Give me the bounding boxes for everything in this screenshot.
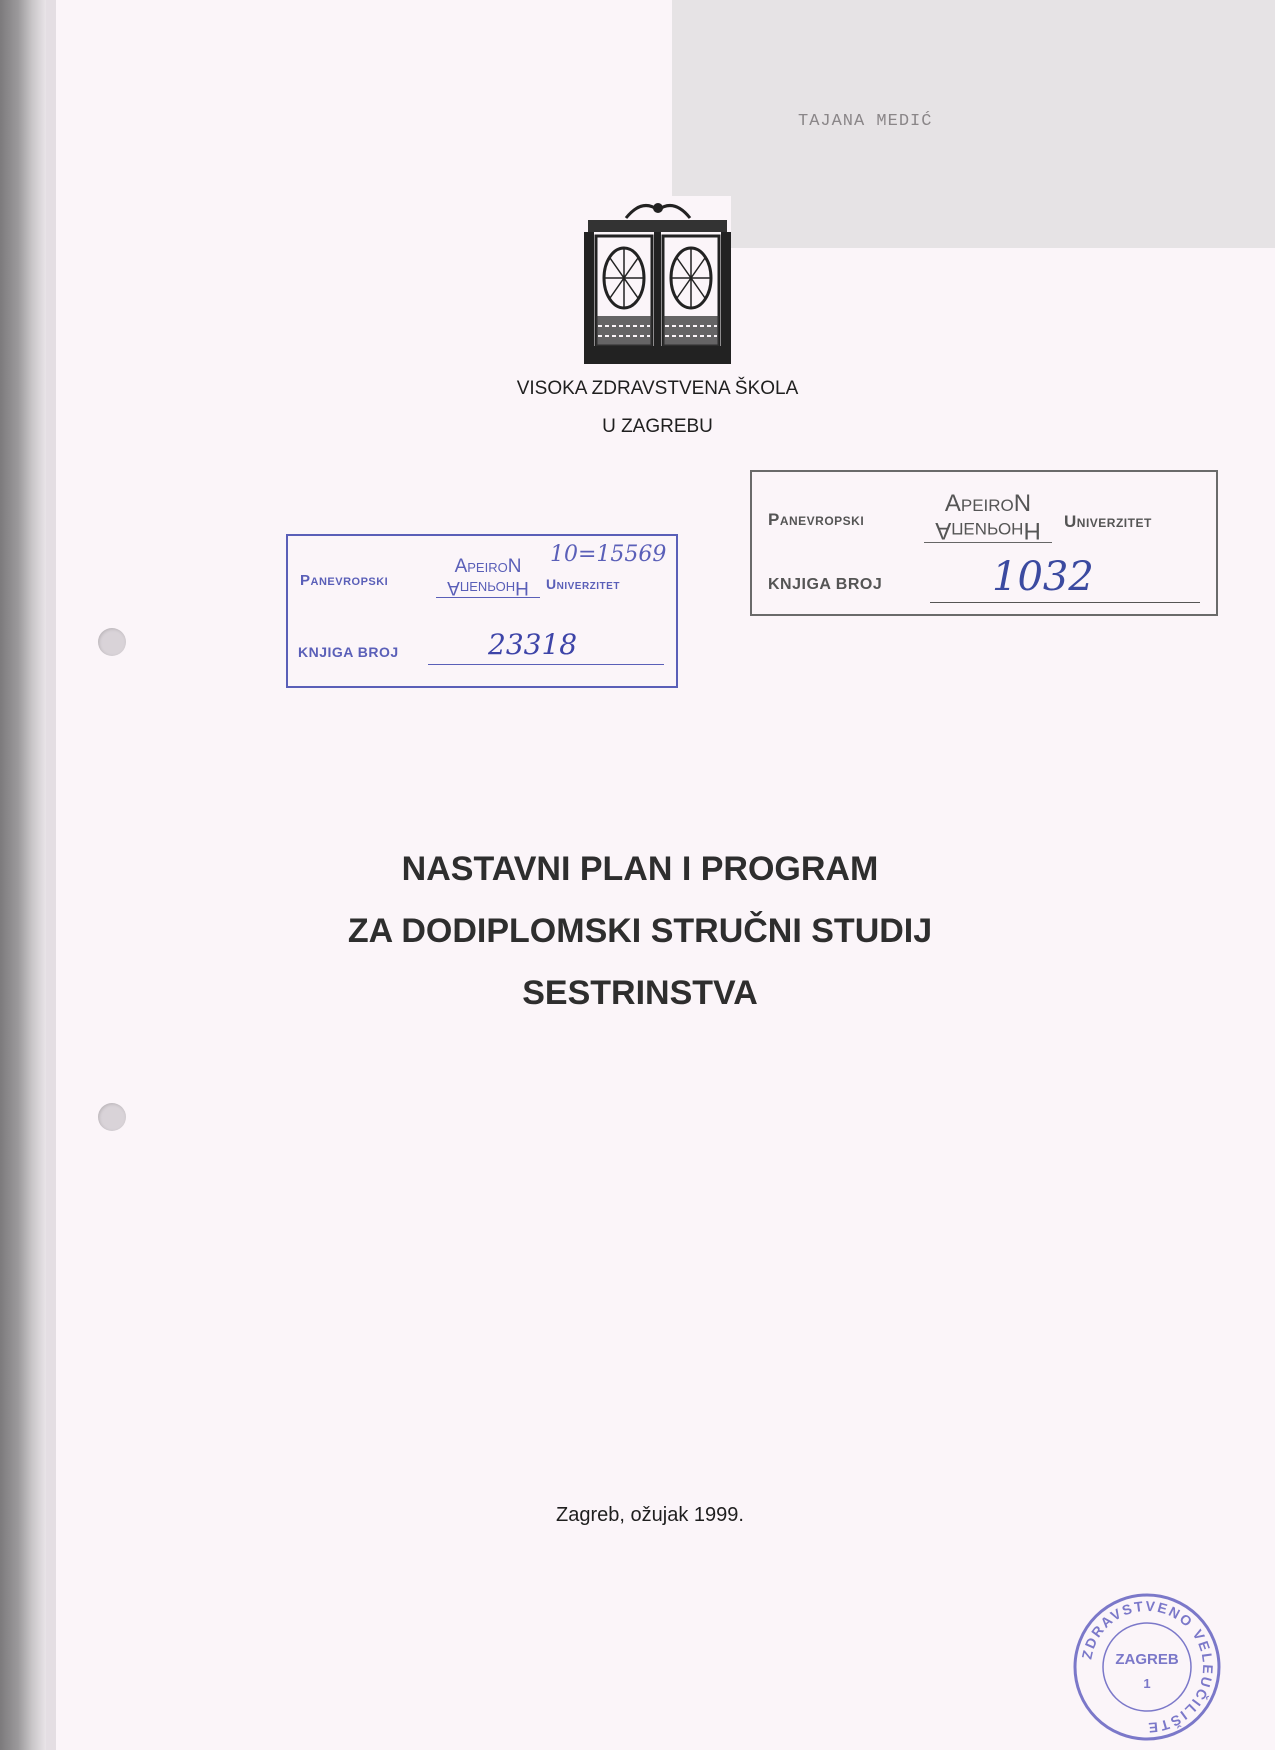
gate-logo-icon [584, 196, 731, 364]
doc-title-line3: SESTRINSTVA [522, 974, 758, 1012]
stamp-left-apeiron-logo [436, 556, 540, 598]
stamp-right-knjiga-broj: KNJIGA BROJ [768, 576, 883, 593]
stamp-left-apeiron-cyr: АпеиронН [436, 578, 540, 598]
stamp-right-apeiron: ApeiroN [944, 490, 1032, 517]
stamp-left-apeiron: ApeiroN [454, 556, 522, 577]
doc-title-line2: ZA DODIPLOMSKI STRUČNI STUDIJ [347, 912, 933, 950]
seal-center-text: ZAGREB [1115, 1651, 1179, 1668]
stamp-left-line [428, 664, 664, 665]
scan-edge [0, 0, 46, 1750]
owner-name: TAJANA MEDIĆ [798, 112, 933, 131]
stamp-left-knjiga-broj: KNJIGA BROJ [298, 644, 399, 660]
stamp-right-panevropski: Panevropski [768, 510, 865, 529]
stamp-left-panevropski: Panevropski [300, 572, 389, 589]
library-stamp-left [286, 534, 678, 688]
label-sticker [672, 0, 1275, 248]
stamp-right-apeiron-logo [924, 490, 1052, 543]
punch-hole-top [98, 628, 126, 656]
stamp-right-univerzitet: Univerzitet [1064, 512, 1152, 531]
scan-edge-inner [46, 0, 56, 1750]
stamp-left-handwritten-code: 10=15569 [550, 542, 667, 567]
library-stamp-right [750, 470, 1218, 616]
school-name-line1: VISOKA ZDRAVSTVENA ŠKOLA [516, 378, 799, 399]
punch-hole-bottom [98, 1103, 126, 1131]
stamp-right-book-number: 1032 [992, 554, 1094, 600]
stamp-left-univerzitet: Univerzitet [546, 576, 620, 592]
seal-number: 1 [1143, 1676, 1151, 1691]
doc-title-line1: NASTAVNI PLAN I PROGRAM [401, 850, 879, 888]
seal-ring-text: ZDRAVSTVENO VELEUČILIŠTE [1078, 1597, 1217, 1737]
school-name-line2: U ZAGREBU [602, 416, 713, 437]
stamp-right-line [930, 602, 1200, 603]
round-seal-icon [1072, 1592, 1222, 1742]
stamp-left-book-number: 23318 [488, 628, 578, 661]
place-date: Zagreb, ožujak 1999. [556, 1504, 744, 1526]
stamp-right-apeiron-cyr: АпеиронН [924, 518, 1052, 543]
